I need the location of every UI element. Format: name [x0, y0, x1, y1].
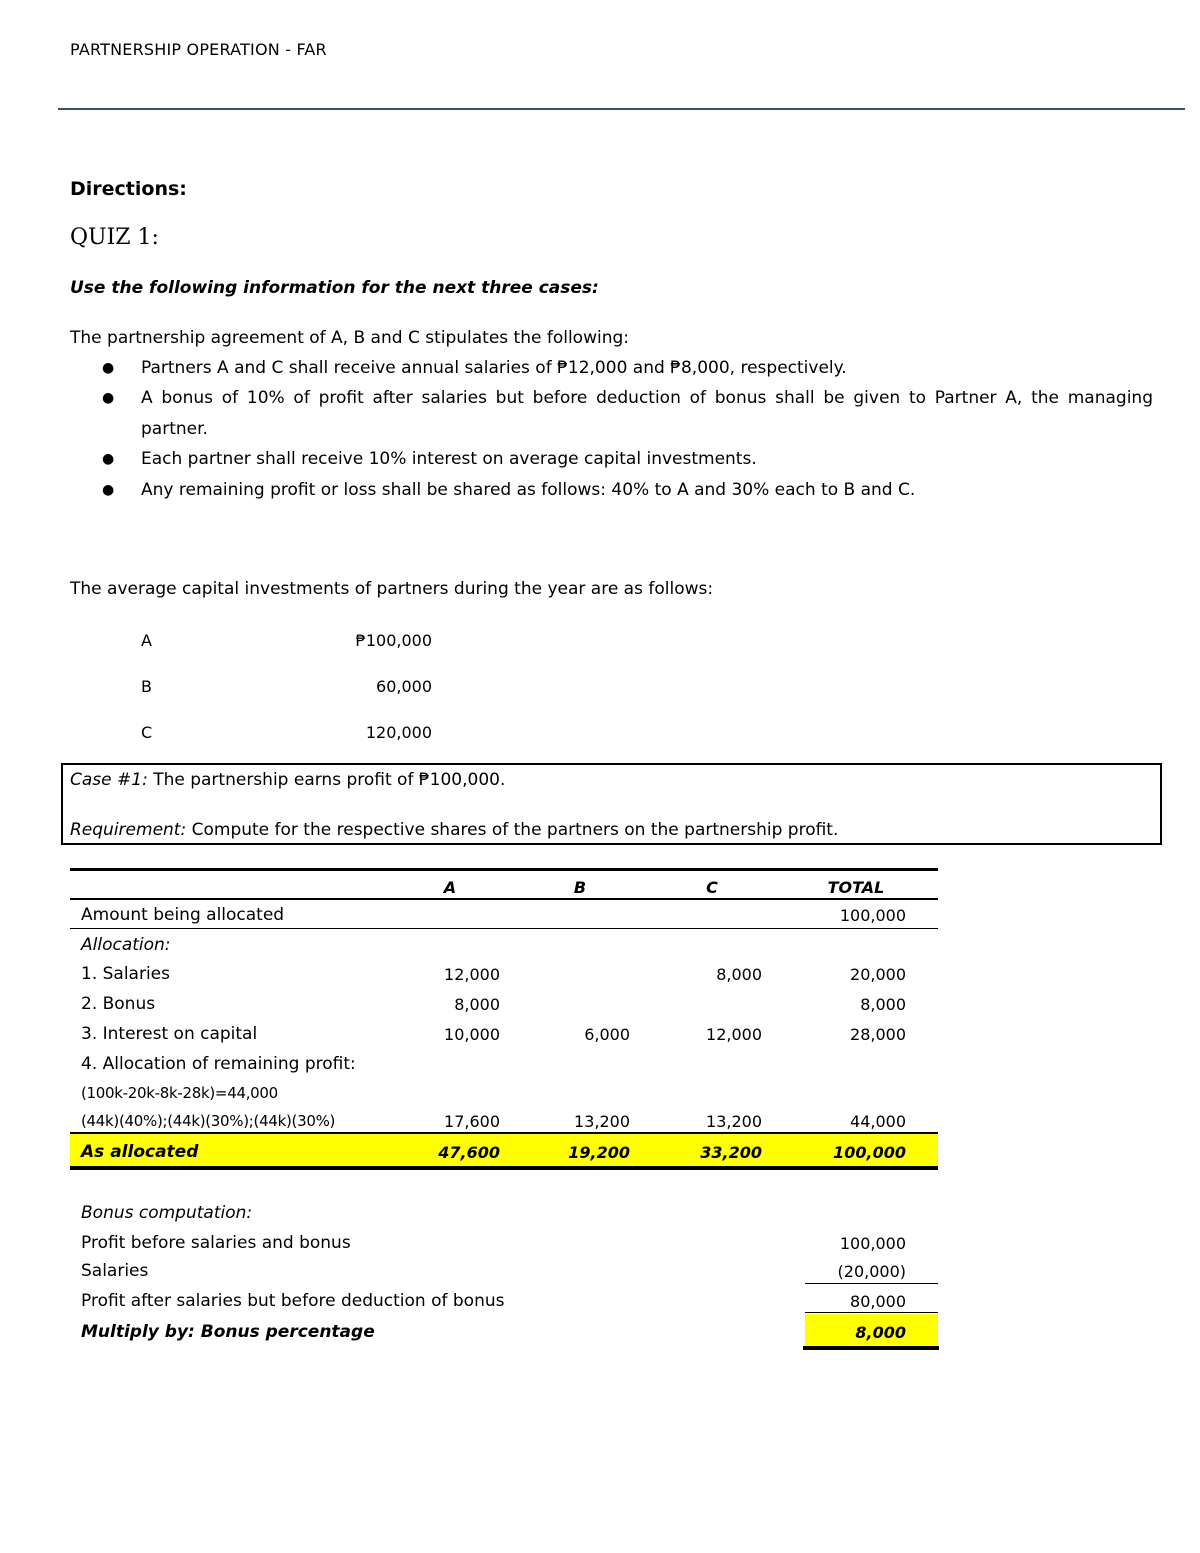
remaining-split-formula: (44k)(40%);(44k)(30%);(44k)(30%) — [81, 1112, 336, 1130]
remaining-formula: (100k-20k-8k-28k)=44,000 — [81, 1084, 278, 1102]
bullet-icon: ● — [102, 451, 115, 467]
bonus-row-label: Salaries — [81, 1261, 149, 1281]
capital-amount: 60,000 — [376, 677, 432, 696]
bonus-multiply-value: 8,000 — [855, 1323, 906, 1342]
bonus-result-top-rule — [805, 1312, 938, 1313]
allocated-b: 19,200 — [568, 1143, 630, 1162]
column-header-b: B — [573, 878, 587, 897]
cell-b: 6,000 — [584, 1025, 630, 1044]
cell-a: 12,000 — [444, 965, 500, 984]
bonus-row-value: 100,000 — [839, 1234, 906, 1253]
bonus-multiply-label: Multiply by: Bonus percentage — [81, 1322, 375, 1342]
case-label: Case #1: — [70, 770, 148, 790]
column-header-a: A — [443, 878, 457, 897]
cell-total: 20,000 — [850, 965, 906, 984]
allocated-label: As allocated — [81, 1142, 199, 1162]
cell-a: 17,600 — [444, 1112, 500, 1131]
bullet-icon: ● — [102, 390, 115, 406]
bonus-subtotal-rule — [805, 1283, 938, 1284]
header-title: PARTNERSHIP OPERATION - FAR — [70, 40, 327, 59]
remaining-label: 4. Allocation of remaining profit: — [81, 1054, 356, 1074]
table-top-rule — [70, 868, 938, 871]
table-row-label: 2. Bonus — [81, 994, 156, 1014]
case-requirement — [70, 820, 838, 840]
bonus-bottom-rule — [803, 1346, 939, 1350]
table-row-label: 1. Salaries — [81, 964, 171, 984]
cell-total: 28,000 — [850, 1025, 906, 1044]
allocation-label: Allocation: — [81, 935, 171, 955]
capital-amount: ₱100,000 — [355, 631, 432, 650]
cell-a: 10,000 — [444, 1025, 500, 1044]
table-header-rule — [70, 898, 938, 900]
cell-total: 44,000 — [850, 1112, 906, 1131]
bullet-text: A bonus of 10% of profit after salaries but before deduction of bonus shall be given to Partner A, the managing — [141, 388, 1153, 408]
allocated-bottom-rule — [70, 1166, 938, 1170]
bonus-row-value: 80,000 — [850, 1292, 906, 1311]
capital-partner: C — [141, 723, 153, 742]
capital-partner: B — [141, 677, 152, 696]
allocated-total: 100,000 — [833, 1143, 906, 1162]
amount-rule — [70, 928, 938, 929]
cell-b: 13,200 — [574, 1112, 630, 1131]
avg-capital-intro: The average capital investments of partners during the year are as follows: — [70, 579, 714, 599]
bullet-text: Each partner shall receive 10% interest on average capital investments. — [141, 449, 757, 469]
column-header-c: C — [706, 878, 718, 897]
bonus-row-label: Profit after salaries but before deduction of bonus — [81, 1291, 505, 1311]
allocated-c: 33,200 — [700, 1143, 762, 1162]
intro-text: The partnership agreement of A, B and C stipulates the following: — [70, 328, 630, 348]
case-statement — [70, 770, 505, 790]
case-text: The partnership earns profit of ₱100,000. — [147, 770, 506, 790]
bullet-text-continued: partner. — [141, 419, 208, 439]
cell-c: 12,000 — [706, 1025, 762, 1044]
table-row-label: 3. Interest on capital — [81, 1024, 258, 1044]
requirement-label: Requirement: — [70, 820, 187, 840]
bullet-text: Partners A and C shall receive annual salaries of ₱12,000 and ₱8,000, respectively. — [141, 358, 847, 378]
allocated-a: 47,600 — [438, 1143, 500, 1162]
cell-total: 8,000 — [860, 995, 906, 1014]
cell-c: 13,200 — [706, 1112, 762, 1131]
bonus-row-label: Profit before salaries and bonus — [81, 1233, 351, 1253]
bullet-icon: ● — [102, 360, 115, 376]
use-info-text: Use the following information for the next three cases: — [70, 278, 599, 298]
quiz-title: QUIZ 1: — [70, 225, 159, 250]
amount-total: 100,000 — [839, 906, 906, 925]
requirement-text: Compute for the respective shares of the partners on the partnership profit. — [186, 820, 839, 840]
bullet-icon: ● — [102, 482, 115, 498]
bullet-text: Any remaining profit or loss shall be shared as follows: 40% to A and 30% each to B and C. — [141, 480, 916, 500]
bonus-title: Bonus computation: — [81, 1203, 253, 1223]
cell-c: 8,000 — [716, 965, 762, 984]
header-divider — [58, 108, 1185, 110]
cell-a: 8,000 — [454, 995, 500, 1014]
bonus-row-value: (20,000) — [837, 1262, 906, 1281]
capital-amount: 120,000 — [365, 723, 432, 742]
column-header-total: TOTAL — [827, 878, 885, 897]
amount-label: Amount being allocated — [81, 905, 285, 925]
capital-partner: A — [141, 631, 152, 650]
allocated-top-rule — [70, 1132, 938, 1134]
directions-heading: Directions: — [70, 178, 187, 200]
